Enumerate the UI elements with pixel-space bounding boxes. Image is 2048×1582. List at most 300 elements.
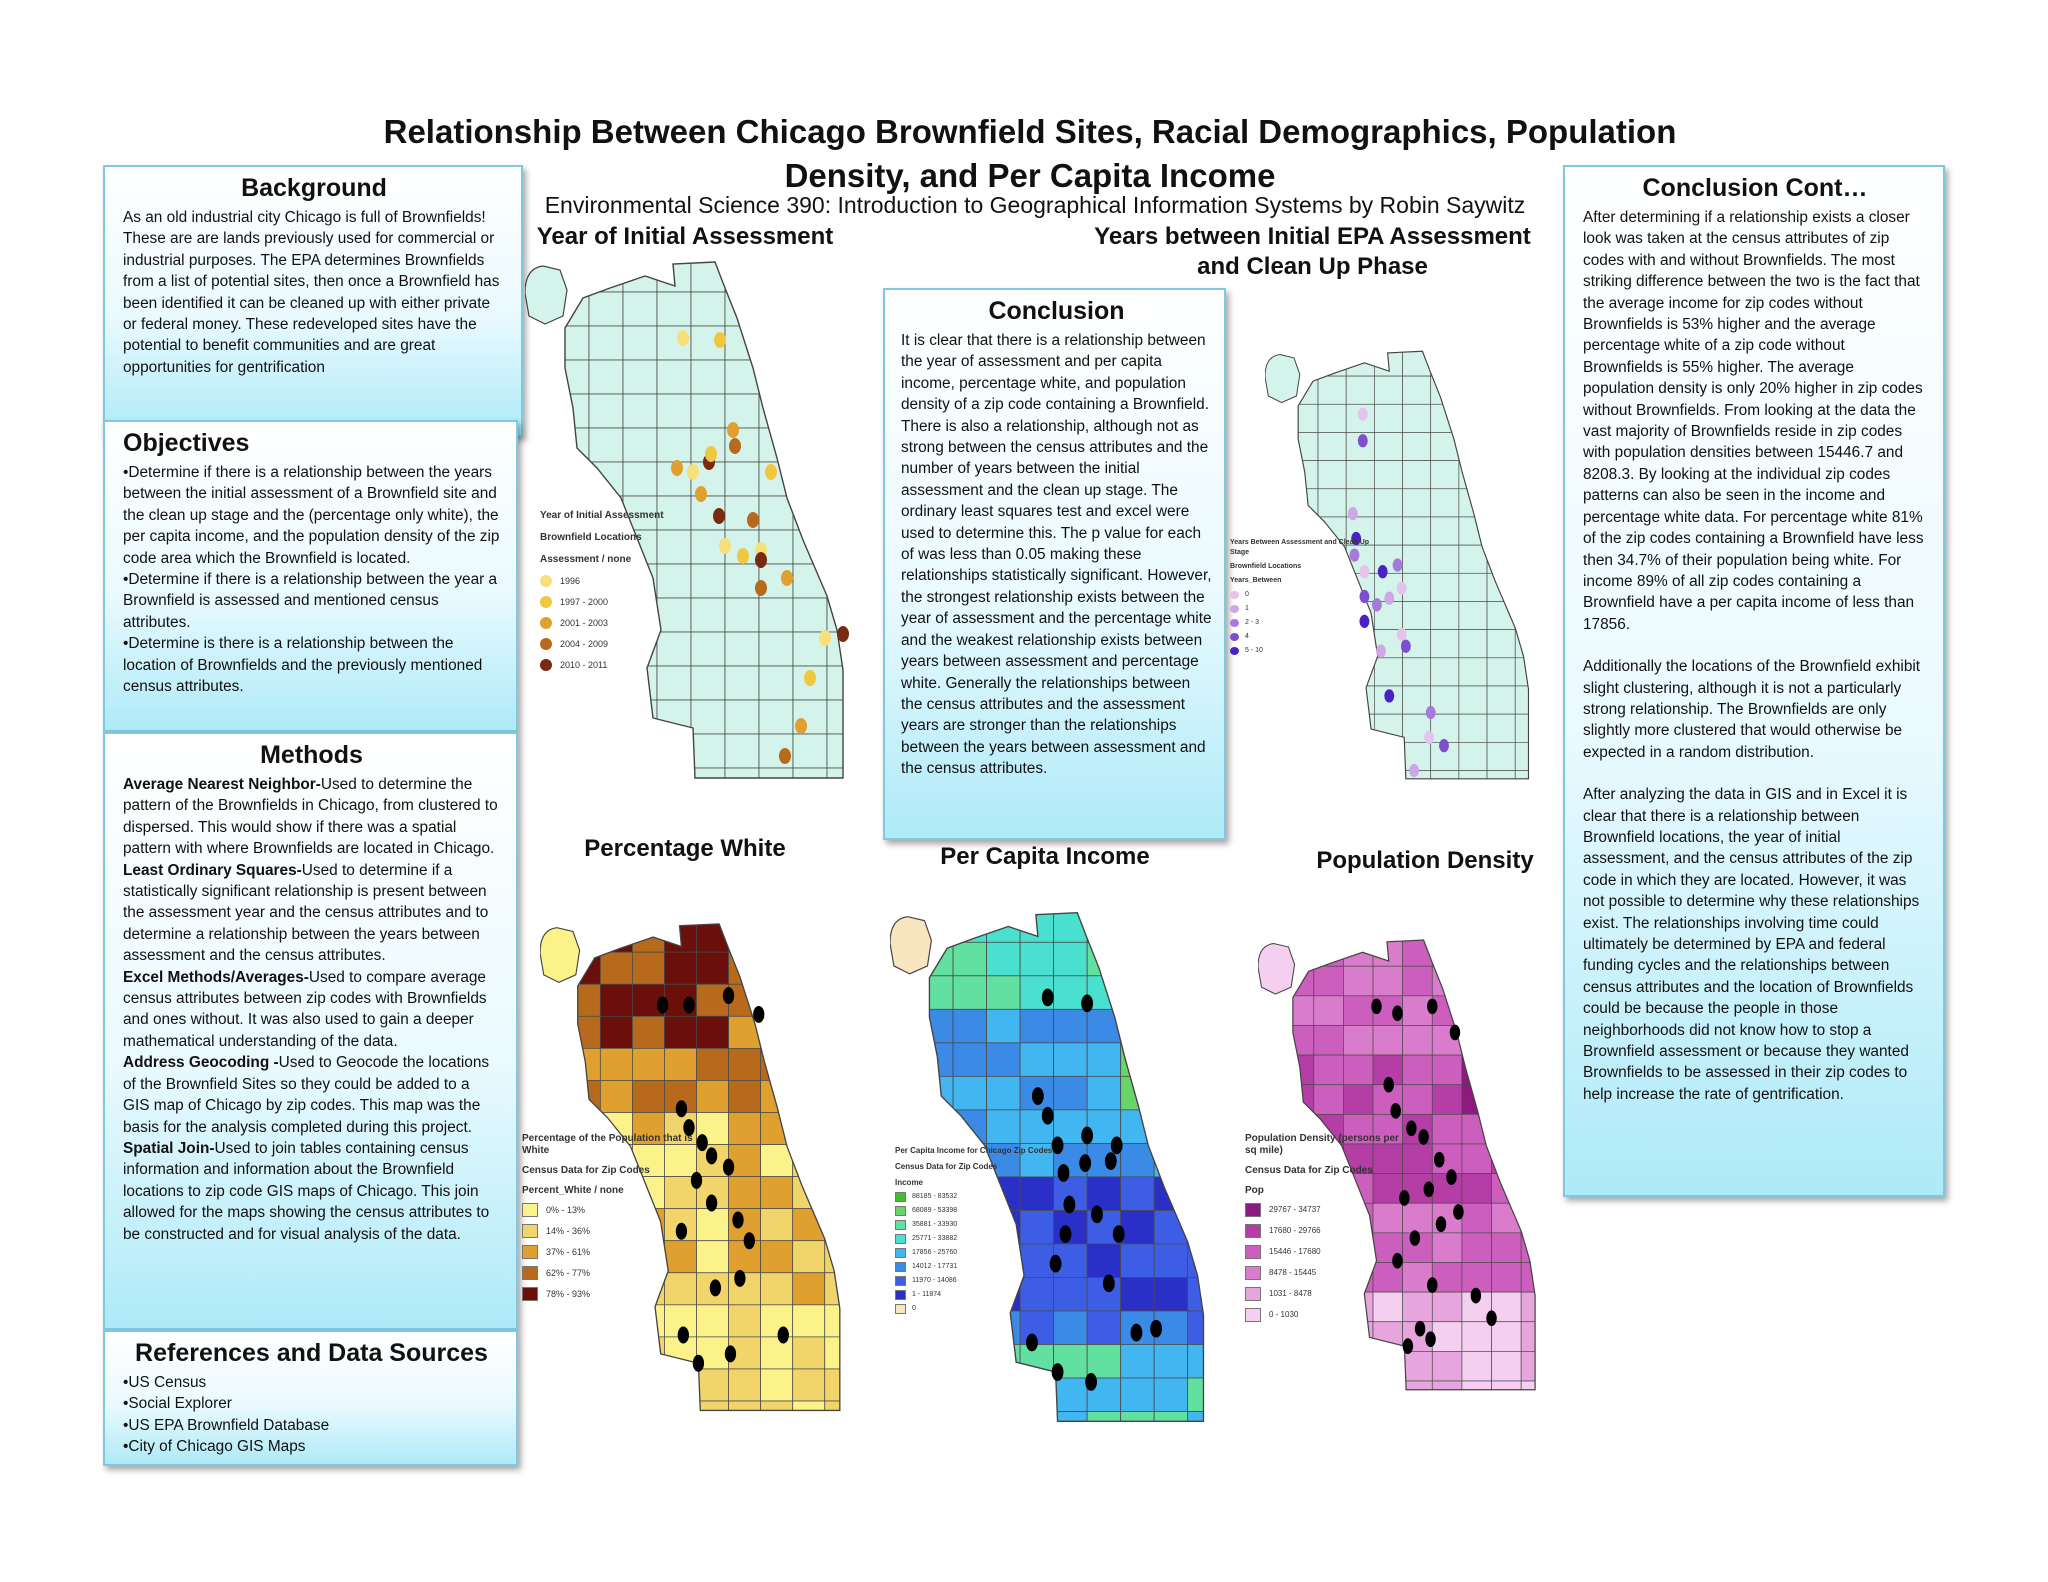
zip-code-area: [664, 1401, 696, 1433]
zip-code-area: [1290, 714, 1318, 742]
brownfield-site: [727, 422, 739, 438]
method-term: Average Nearest Neighbor-: [123, 776, 321, 793]
zip-code-area: [1154, 1143, 1188, 1177]
zip-code-area: [825, 1112, 857, 1144]
brownfield-site: [1111, 1136, 1123, 1154]
zip-code-area: [827, 360, 861, 394]
method-term: Excel Methods/Averages-: [123, 968, 309, 986]
zip-code-area: [729, 952, 761, 984]
legend-item: [895, 1302, 1055, 1316]
legend-item: [522, 1241, 722, 1262]
zip-code-area: [793, 1369, 825, 1401]
zip-code-area: [1373, 1351, 1403, 1381]
zip-code-area: [761, 1369, 793, 1401]
zip-code-area: [1121, 909, 1155, 943]
zip-code-area: [1318, 489, 1346, 517]
legend-swatch: [895, 1220, 906, 1230]
zip-code-area: [1121, 1277, 1155, 1311]
zip-code-area: [1431, 545, 1459, 573]
legend-swatch: [895, 1248, 906, 1258]
brownfield-site: [1439, 739, 1449, 752]
zip-code-area: [623, 428, 657, 462]
zip-code-area: [1374, 461, 1402, 489]
legend-swatch: [540, 638, 552, 650]
zip-code-area: [759, 598, 793, 632]
legend-swatch: [895, 1290, 906, 1300]
map-title-years-between: Years between Initial EPA Assessment and Clean Up Phase: [1094, 223, 1531, 280]
zip-code-area: [1346, 376, 1374, 404]
legend-swatch: [1245, 1266, 1261, 1280]
legend-field: Assessment / none: [540, 554, 632, 565]
zip-code-area: [1373, 1025, 1403, 1055]
zip-code-area: [1188, 976, 1222, 1010]
zip-code-area: [1020, 1412, 1054, 1446]
zip-code-area: [1154, 1244, 1188, 1278]
zip-code-area: [825, 1273, 857, 1305]
zip-code-area: [761, 1177, 793, 1209]
zip-code-area: [1521, 1174, 1551, 1204]
zip-code-area: [1374, 376, 1402, 404]
zip-code-area: [623, 292, 657, 326]
zip-code-area: [589, 394, 623, 428]
method-item: [123, 774, 500, 860]
zip-code-area: [1431, 461, 1459, 489]
methods-heading: Methods: [260, 741, 363, 769]
legend-item: [540, 591, 700, 612]
legend-field: Years_Between: [1230, 577, 1282, 584]
legend-label: 1997 - 2000: [560, 596, 609, 607]
brownfield-site: [719, 538, 731, 554]
zip-code-area: [1087, 1076, 1121, 1110]
brownfield-site: [1393, 558, 1403, 571]
brownfield-site: [734, 1270, 745, 1287]
zip-code-area: [1459, 686, 1487, 714]
zip-code-area: [825, 1305, 857, 1337]
legend-swatch: [895, 1192, 906, 1202]
brownfield-site: [1060, 1225, 1072, 1243]
brownfield-site: [1383, 1077, 1393, 1093]
zip-code-area: [1374, 714, 1402, 742]
zip-code-area: [1121, 1378, 1155, 1412]
zip-code-area: [1188, 1009, 1222, 1043]
zip-code-area: [1515, 376, 1543, 404]
zip-code-area: [555, 462, 589, 496]
legend-item: [1245, 1262, 1405, 1283]
zip-code-area: [1462, 1174, 1492, 1204]
zip-code-area: [729, 1112, 761, 1144]
zip-code-area: [568, 1401, 600, 1433]
conclusion-cont-panel: [1563, 165, 1945, 1197]
brownfield-site: [1384, 689, 1394, 702]
ohare-area: [890, 917, 931, 974]
zip-code-area: [589, 258, 623, 292]
zip-code-area: [793, 1112, 825, 1144]
legend-percentage-white: [522, 1133, 722, 1304]
legend-subtitle: Brownfield Locations: [540, 532, 642, 543]
legend-label: 68089 - 53398: [912, 1207, 958, 1214]
legend-swatch: [540, 575, 552, 587]
zip-code-area: [827, 394, 861, 428]
brownfield-site: [1150, 1320, 1162, 1338]
zip-code-area: [1521, 1144, 1551, 1174]
brownfield-site: [1052, 1363, 1064, 1381]
zip-code-area: [1314, 1025, 1344, 1055]
brownfield-site: [723, 987, 734, 1004]
zip-code-area: [1284, 1381, 1314, 1411]
legend-swatch: [1245, 1245, 1261, 1259]
zip-code-area: [793, 326, 827, 360]
zip-code-area: [1462, 1233, 1492, 1263]
zip-code-area: [1403, 1381, 1433, 1411]
brownfield-site: [1032, 1087, 1044, 1105]
brownfield-site: [779, 748, 791, 764]
brownfield-site: [1486, 1310, 1496, 1326]
legend-swatch: [1245, 1224, 1261, 1238]
legend-label: 78% - 93%: [546, 1288, 591, 1299]
brownfield-site: [1081, 1127, 1093, 1145]
zip-code-area: [1487, 630, 1515, 658]
zip-code-area: [1403, 517, 1431, 545]
zip-code-area: [1154, 1344, 1188, 1378]
zip-code-area: [725, 292, 759, 326]
legend-swatch: [895, 1304, 906, 1314]
legend-label: 2001 - 2003: [560, 617, 609, 628]
zip-code-area: [1403, 461, 1431, 489]
zip-code-area: [1492, 1203, 1522, 1233]
zip-code-area: [1462, 1322, 1492, 1352]
zip-code-area: [825, 1369, 857, 1401]
method-item: [123, 1052, 500, 1138]
zip-code-area: [1462, 1351, 1492, 1381]
legend-item: [1230, 644, 1390, 658]
zip-code-area: [725, 394, 759, 428]
brownfield-site: [714, 332, 726, 348]
legend-year-assessment: [540, 510, 700, 675]
zip-code-area: [793, 530, 827, 564]
method-item: [123, 860, 500, 967]
zip-code-area: [1188, 1277, 1222, 1311]
zip-code-area: [1462, 966, 1492, 996]
legend-swatch: [895, 1206, 906, 1216]
zip-code-area: [600, 1401, 632, 1433]
brownfield-site: [1392, 1005, 1402, 1021]
zip-code-area: [793, 258, 827, 292]
zip-code-area: [1521, 1262, 1551, 1292]
zip-code-area: [793, 1209, 825, 1241]
conclusion-cont-paragraph: Additionally the locations of the Brownfield exhibit slight clustering, although it is not a particularly strong relationship. The Brownfields are only slightly more clustered that would otherwise be expected in a random distribution.: [1583, 658, 1921, 761]
zip-code-area: [1121, 1110, 1155, 1144]
brownfield-site: [1409, 764, 1419, 777]
legend-title: Years Between Assessment and Clean Up Stage: [1230, 539, 1370, 556]
zip-code-area: [555, 768, 589, 788]
zip-code-area: [953, 1076, 987, 1110]
zip-code-area: [1431, 489, 1459, 517]
zip-code-area: [1373, 1322, 1403, 1352]
zip-code-area: [825, 1337, 857, 1369]
method-text: Used to compare average census attributes between zip codes with Brownfields and ones without. It was also used to gain a deeper mathematical understanding of the data.: [123, 968, 487, 1050]
zip-code-area: [589, 734, 623, 768]
zip-code-area: [1403, 996, 1433, 1026]
zip-code-area: [793, 1401, 825, 1433]
zip-code-area: [987, 909, 1021, 943]
zip-code-area: [691, 700, 725, 734]
zip-code-area: [1121, 1210, 1155, 1244]
zip-code-area: [1462, 1203, 1492, 1233]
conclusion-cont-paragraph: After analyzing the data in GIS and in Excel it is clear that there is a relationship between Brownfield locations, the year of initial assessment, and the census attributes of the zip code in which they are located. However, it was not possible to determine why these relationships exist. The relationships involving time could ultimately be determined by EPA and federal funding cycles and the relationships between census attributes and the location of Brownfields could be because the people in those neighborhoods did not know how to stop a Brownfield assessment or because they wanted Brownfields to be assessed in their zip codes to help increase the rate of gentrification.: [1583, 786, 1920, 1103]
zip-code-area: [827, 292, 861, 326]
brownfield-site: [1436, 1216, 1446, 1232]
zip-code-area: [1459, 432, 1487, 460]
zip-code-area: [1432, 1381, 1462, 1411]
zip-code-area: [1431, 517, 1459, 545]
zip-code-area: [589, 360, 623, 394]
brownfield-site: [1085, 1373, 1097, 1391]
legend-swatch: [540, 659, 552, 671]
reference-item: •City of Chicago GIS Maps: [123, 1438, 306, 1456]
zip-code-area: [1087, 1344, 1121, 1378]
legend-swatch: [1230, 605, 1239, 613]
legend-label: 15446 - 17680: [1269, 1246, 1321, 1256]
objective-item: •Determine is there is a relationship between the location of Brownfields and the previously mentioned census attributes.: [123, 635, 483, 696]
zip-code-area: [953, 1344, 987, 1378]
zip-code-area: [827, 700, 861, 734]
zip-code-area: [664, 952, 696, 984]
zip-code-area: [1459, 630, 1487, 658]
legend-field: Percent_White / none: [522, 1185, 624, 1196]
legend-item: [1230, 602, 1390, 616]
legend-per-capita-income: [895, 1146, 1055, 1316]
method-text: Used to Geocode the locations of the Brownfield Sites so they could be added to a GIS map of Chicago by zip codes. This map was the basis for the analysis completed during this project.: [123, 1054, 490, 1136]
brownfield-site: [1450, 1025, 1460, 1041]
zip-code-area: [1487, 461, 1515, 489]
zip-code-area: [759, 462, 793, 496]
zip-code-area: [632, 1048, 664, 1080]
zip-code-area: [827, 496, 861, 530]
zip-code-area: [1290, 771, 1318, 799]
zip-code-area: [1343, 996, 1373, 1026]
brownfield-site: [723, 1159, 734, 1176]
zip-code-area: [1314, 1085, 1344, 1115]
zip-code-area: [697, 1369, 729, 1401]
references-panel: [103, 1330, 518, 1466]
zip-code-area: [827, 462, 861, 496]
zip-code-area: [725, 666, 759, 700]
brownfield-site: [729, 438, 741, 454]
zip-code-area: [1515, 686, 1543, 714]
zip-code-area: [920, 1378, 954, 1412]
background-heading: Background: [241, 174, 387, 202]
zip-code-area: [1515, 771, 1543, 799]
zip-code-area: [759, 326, 793, 360]
zip-code-area: [953, 1043, 987, 1077]
zip-code-area: [1188, 942, 1222, 976]
zip-code-area: [1403, 573, 1431, 601]
zip-code-area: [1487, 658, 1515, 686]
legend-title: Per Capita Income for Chicago Zip Codes: [895, 1146, 1053, 1155]
zip-code-area: [1492, 1262, 1522, 1292]
zip-code-area: [1515, 517, 1543, 545]
zip-code-area: [1284, 1055, 1314, 1085]
zip-code-area: [1403, 1351, 1433, 1381]
zip-code-area: [1188, 1311, 1222, 1345]
brownfield-site: [1063, 1196, 1075, 1214]
zip-code-area: [589, 768, 623, 788]
legend-item: [1245, 1241, 1405, 1262]
legend-item: [1245, 1220, 1405, 1241]
zip-code-area: [729, 1241, 761, 1273]
zip-code-area: [589, 700, 623, 734]
zip-code-area: [827, 666, 861, 700]
zip-code-area: [600, 1369, 632, 1401]
zip-code-area: [825, 1016, 857, 1048]
zip-code-area: [920, 1412, 954, 1446]
zip-code-area: [729, 920, 761, 952]
zip-code-area: [1459, 601, 1487, 629]
brownfield-site: [1358, 408, 1368, 421]
legend-label: 2 - 3: [1245, 619, 1260, 626]
zip-code-area: [1403, 1025, 1433, 1055]
zip-code-area: [1403, 1055, 1433, 1085]
brownfield-site: [837, 626, 849, 642]
brownfield-site: [1427, 1277, 1437, 1293]
legend-label: 1031 - 8478: [1269, 1288, 1312, 1298]
method-term: Spatial Join-: [123, 1139, 215, 1157]
brownfield-site: [683, 997, 694, 1014]
legend-subtitle: Census Data for Zip Codes: [522, 1165, 650, 1176]
brownfield-site: [1105, 1152, 1117, 1170]
zip-code-area: [1290, 404, 1318, 432]
zip-code-area: [1290, 489, 1318, 517]
zip-code-area: [825, 1209, 857, 1241]
conclusion-cont-heading: Conclusion Cont…: [1642, 174, 1868, 202]
zip-code-area: [1290, 432, 1318, 460]
zip-code-area: [1462, 996, 1492, 1026]
legend-title: Population Density (persons per sq mile): [1245, 1133, 1399, 1156]
poster-subtitle: Environmental Science 390: Introduction to Geographical Information Systems by Robin Saywitz: [544, 192, 1526, 218]
zip-code-area: [691, 394, 725, 428]
zip-code-area: [953, 1009, 987, 1043]
zip-code-area: [761, 1337, 793, 1369]
zip-code-area: [1054, 1412, 1088, 1446]
zip-code-area: [1087, 1043, 1121, 1077]
objective-item: •Determine if there is a relationship between the year a Brownfield is assessed and mentioned census attributes.: [123, 571, 498, 631]
legend-subtitle: Census Data for Zip Codes: [1245, 1165, 1373, 1176]
zip-code-area: [761, 1241, 793, 1273]
zip-code-area: [1515, 489, 1543, 517]
zip-code-area: [725, 734, 759, 768]
zip-code-area: [1318, 742, 1346, 770]
zip-code-area: [725, 564, 759, 598]
zip-code-area: [1487, 545, 1515, 573]
zip-code-area: [827, 564, 861, 598]
zip-code-area: [1492, 937, 1522, 967]
zip-code-area: [1487, 714, 1515, 742]
zip-code-area: [1346, 686, 1374, 714]
zip-code-area: [555, 428, 589, 462]
zip-code-area: [1487, 573, 1515, 601]
zip-code-area: [1459, 376, 1487, 404]
zip-code-area: [1188, 1110, 1222, 1144]
zip-code-area: [1154, 1076, 1188, 1110]
legend-item: [540, 612, 700, 633]
zip-code-area: [1374, 658, 1402, 686]
zip-code-area: [1346, 348, 1374, 376]
zip-code-area: [1515, 658, 1543, 686]
legend-swatch: [895, 1276, 906, 1286]
map-title-year-assessment: Year of Initial Assessment: [536, 223, 834, 250]
zip-code-area: [1314, 966, 1344, 996]
zip-code-area: [623, 360, 657, 394]
zip-code-area: [1403, 545, 1431, 573]
ohare-area: [525, 266, 567, 324]
zip-code-area: [759, 666, 793, 700]
zip-code-area: [697, 1080, 729, 1112]
zip-code-area: [920, 1043, 954, 1077]
legend-item: [895, 1204, 1055, 1218]
zip-code-area: [1431, 573, 1459, 601]
zip-code-area: [1459, 742, 1487, 770]
zip-code-area: [1054, 1009, 1088, 1043]
zip-code-area: [1318, 686, 1346, 714]
zip-code-area: [697, 1401, 729, 1433]
legend-label: 37% - 61%: [546, 1246, 591, 1257]
legend-item: [895, 1190, 1055, 1204]
zip-code-area: [1314, 1322, 1344, 1352]
zip-code-area: [793, 1305, 825, 1337]
zip-code-area: [793, 1337, 825, 1369]
zip-code-area: [1492, 1233, 1522, 1263]
brownfield-site: [732, 1211, 743, 1228]
legend-label: 29767 - 34737: [1269, 1204, 1321, 1214]
legend-item: [522, 1262, 722, 1283]
zip-code-area: [1431, 771, 1459, 799]
legend-item: [540, 633, 700, 654]
zip-code-area: [793, 1145, 825, 1177]
legend-item: [895, 1232, 1055, 1246]
zip-code-area: [1020, 942, 1054, 976]
zip-code-area: [793, 1080, 825, 1112]
zip-code-area: [1346, 771, 1374, 799]
zip-code-area: [1121, 1244, 1155, 1278]
map-title-population-density: Population Density: [1316, 847, 1534, 874]
zip-code-area: [1154, 1009, 1188, 1043]
zip-code-area: [793, 360, 827, 394]
zip-code-area: [600, 920, 632, 952]
legend-swatch: [895, 1262, 906, 1272]
zip-code-area: [1284, 1322, 1314, 1352]
zip-code-area: [1373, 966, 1403, 996]
brownfield-site: [1371, 998, 1381, 1014]
zip-code-area: [1521, 1025, 1551, 1055]
zip-code-area: [1154, 1378, 1188, 1412]
legend-label: 14012 - 17731: [912, 1263, 958, 1270]
legend-label: 35881 - 33930: [912, 1221, 958, 1228]
conclusion-heading: Conclusion: [988, 297, 1125, 325]
zip-code-area: [825, 952, 857, 984]
legend-swatch: [540, 596, 552, 608]
zip-code-area: [793, 428, 827, 462]
zip-code-area: [1521, 1351, 1551, 1381]
brownfield-site: [1042, 1107, 1054, 1125]
zip-code-area: [600, 952, 632, 984]
method-term: Address Geocoding -: [123, 1054, 279, 1072]
zip-code-area: [987, 1412, 1021, 1446]
zip-code-area: [697, 1016, 729, 1048]
legend-label: 17856 - 25760: [912, 1249, 958, 1256]
zip-code-area: [1462, 1025, 1492, 1055]
zip-code-area: [1343, 937, 1373, 967]
legend-swatch: [522, 1245, 538, 1259]
